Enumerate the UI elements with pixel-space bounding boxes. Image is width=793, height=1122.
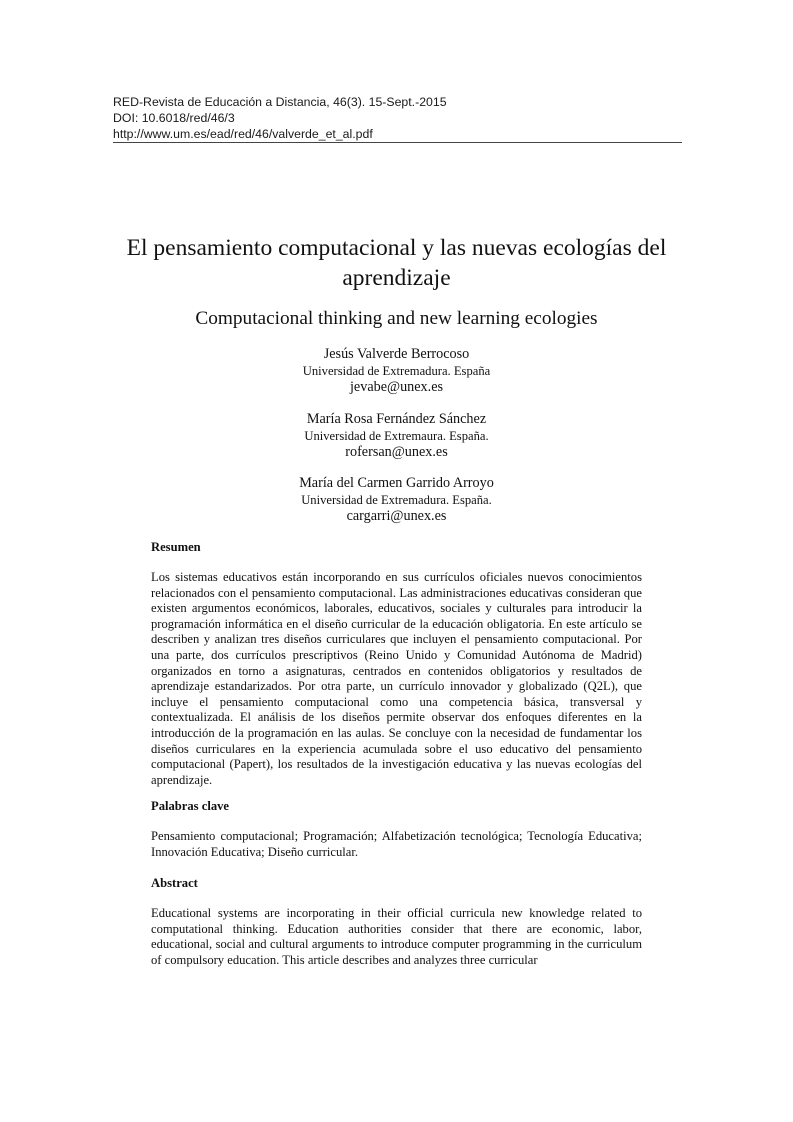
author-name: María del Carmen Garrido Arroyo bbox=[299, 475, 494, 491]
journal-citation: RED-Revista de Educación a Distancia, 46(3). 15-Sept.-2015 bbox=[113, 95, 447, 109]
abstract-text: Educational systems are incorporating in their official curricula new knowledge related to computational thinking. Education authorities consider that there are economic, labor, educational, social and cultural arguments to introduce computer programming in the curriculum of compulsory education. This article describes and analyzes three curricular bbox=[151, 906, 642, 967]
author-email[interactable]: cargarri@unex.es bbox=[346, 508, 447, 524]
resumen-heading: Resumen bbox=[151, 540, 201, 554]
running-header bbox=[113, 94, 682, 142]
header-divider bbox=[113, 142, 682, 143]
article-subtitle: Computacional thinking and new learning ecologies bbox=[195, 308, 598, 329]
author-email[interactable]: rofersan@unex.es bbox=[345, 444, 448, 460]
author-name: Jesús Valverde Berrocoso bbox=[323, 346, 470, 362]
abstract-heading: Abstract bbox=[151, 876, 198, 890]
article-title: El pensamiento computacional y las nuevas ecologías del aprendizaje bbox=[126, 235, 667, 291]
author-block bbox=[200, 475, 593, 525]
doi-line: DOI: 10.6018/red/46/3 bbox=[113, 111, 235, 125]
author-affiliation: Universidad de Extremadura. España. bbox=[301, 493, 492, 507]
author-name: María Rosa Fernández Sánchez bbox=[306, 411, 487, 427]
author-affiliation: Universidad de Extremadura. España bbox=[302, 364, 491, 378]
palabras-clave-heading: Palabras clave bbox=[151, 799, 229, 813]
author-block bbox=[200, 346, 593, 396]
palabras-clave-text: Pensamiento computacional; Programación; Alfabetización tecnológica; Tecnología Educativa; Innovación Educativa; Diseño curricular. bbox=[151, 829, 642, 859]
article-url[interactable]: http://www.um.es/ead/red/46/valverde_et_al.pdf bbox=[113, 127, 373, 141]
resumen-text: Los sistemas educativos están incorporando en sus currículos oficiales nuevos conocimientos relacionados con el pensamiento computacional. Las administraciones educativas consideran que existen argumentos económicos, laborales, educativos, sociales y culturales para introducir la programación informática en el diseño curricular de la educación obligatoria. En este artículo se describen y analizan tres diseños curriculares que incluyen el pensamiento computacional. Por una parte, dos currículos prescriptivos (Reino Unido y Comunidad Autónoma de Madrid) organizados en torno a asignaturas, centrados en contenidos obligatorios y resultados de aprendizaje estandarizados. Por otra parte, un currículo innovador y globalizado (Q2L), que incluye el pensamiento computacional como una competencia básica, transversal y contextualizada. El análisis de los diseños permite observar dos enfoques diferentes en la introducción de la programación en las aulas. Se concluye con la necesidad de fundamentar los diseños curriculares en la experiencia acumulada sobre el uso educativo del pensamiento computacional (Papert), los resultados de la investigación educativa y las nuevas ecologías del aprendizaje. bbox=[151, 570, 642, 787]
author-block bbox=[200, 411, 593, 461]
author-email[interactable]: jevabe@unex.es bbox=[349, 379, 444, 395]
author-affiliation: Universidad de Extremaura. España. bbox=[304, 429, 489, 443]
